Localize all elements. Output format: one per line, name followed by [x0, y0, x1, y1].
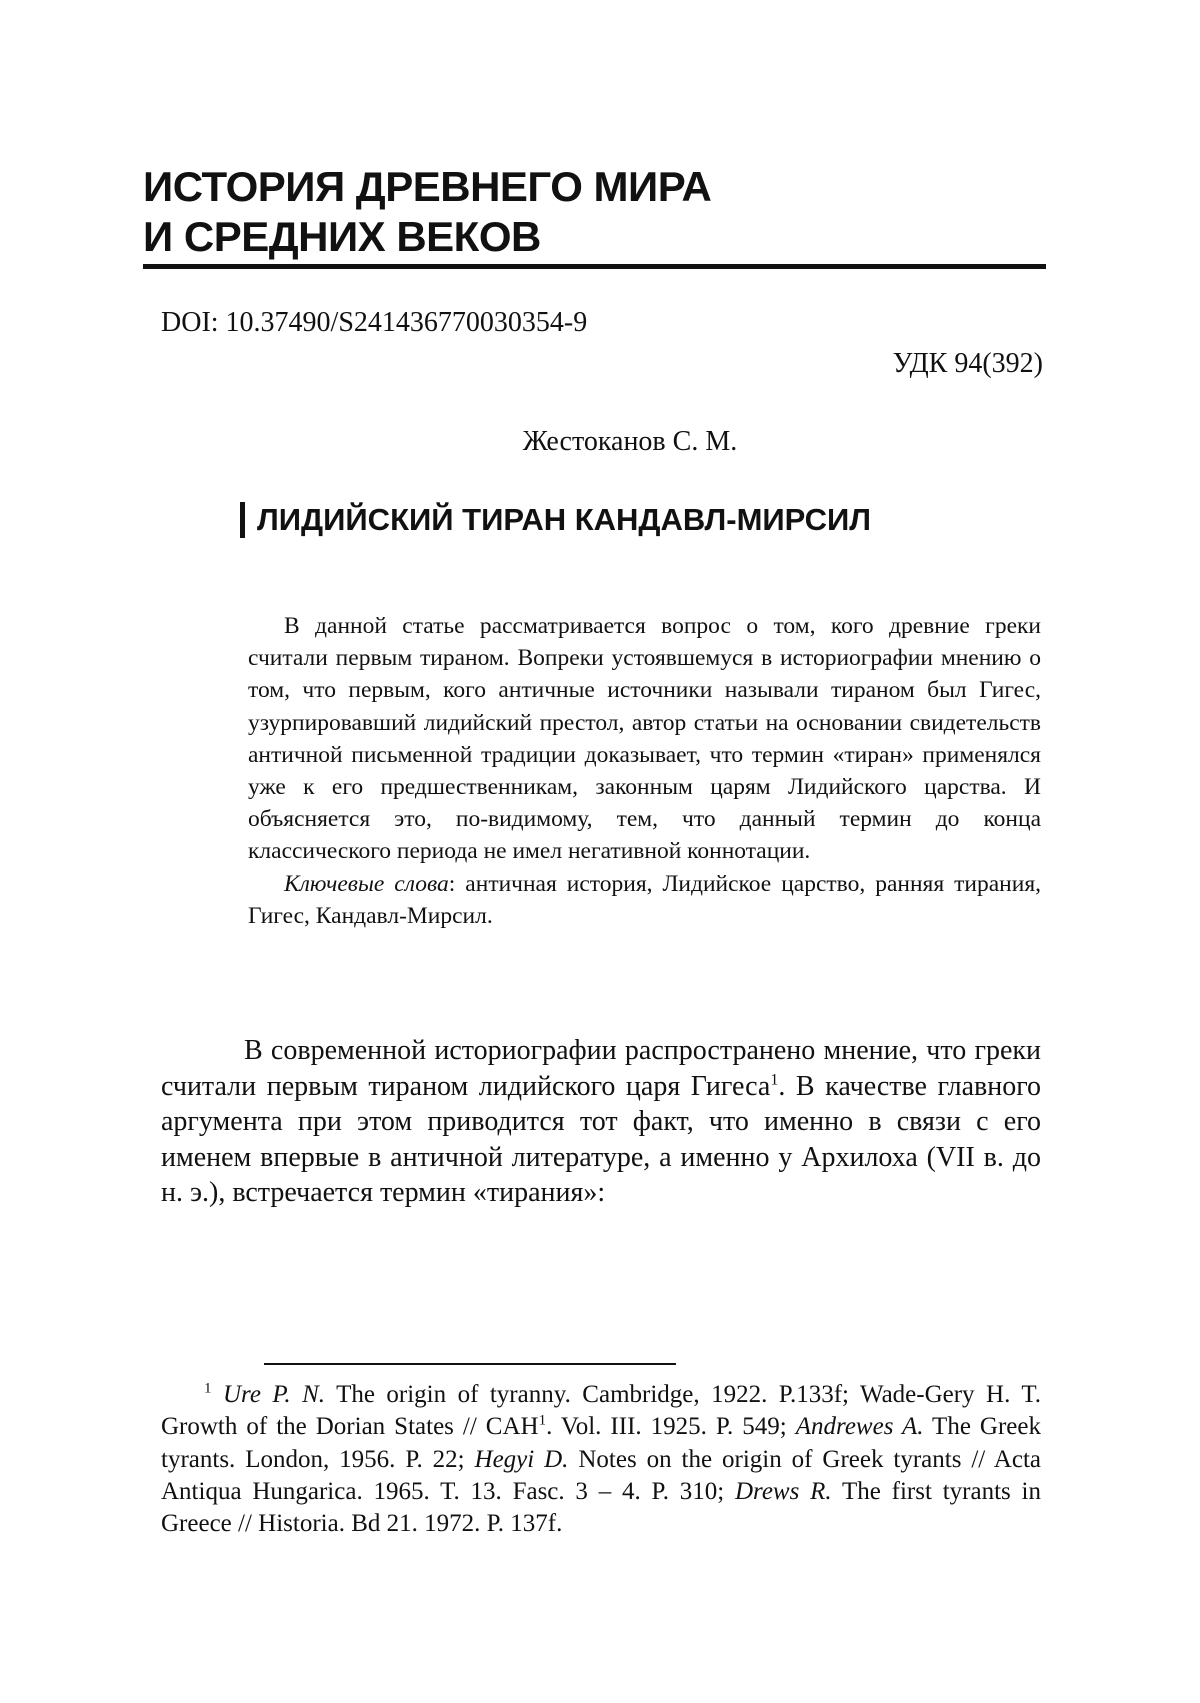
- section-heading-line-2: И СРЕДНИХ ВЕКОВ: [143, 213, 541, 260]
- article-title: [240, 500, 1040, 540]
- footnote-paragraph: [161, 1379, 1041, 1540]
- section-divider: [143, 264, 1046, 269]
- keywords-paragraph: [248, 868, 1041, 932]
- keywords-list: античная история, Лидийское царство, ранняя тирания, Гигес, Кандавл-Мирсил.: [248, 870, 1041, 929]
- body-text-part: . В качестве главного аргумента при этом приводится тот факт, что именно в связи с его именем впервые в античной литературе, а именно у Архилоха (VII в. до н. э.), встречается термин «тирания»:: [161, 1070, 1041, 1208]
- footnote-author: Drews R.: [734, 1477, 832, 1505]
- footnote-text: The first tyrants in Greece // Historia. Bd 21. 1972. P. 137f.: [161, 1477, 1041, 1538]
- body-text-part: В современной историографии распространено мнение, что греки считали первым тираном лидийского царя Гигеса: [161, 1035, 1041, 1102]
- keywords-label: Ключевые слова: [284, 870, 449, 897]
- section-heading-line-1: ИСТОРИЯ ДРЕВНЕГО МИРА: [143, 163, 712, 210]
- footnote-number: 1: [204, 1380, 212, 1397]
- footnote-text: The Greek tyrants. London, 1956. P. 22;: [161, 1413, 1041, 1473]
- footnote-text: Notes on the origin of Greek tyrants // Acta Antiqua Hungarica. 1965. T. 13. Fasc. 3 – 4. P. 310;: [161, 1445, 1041, 1505]
- doi-text: DOI: 10.37490/S241436770030354-9: [161, 307, 588, 338]
- udk-text: УДК 94(392): [892, 348, 1043, 379]
- article-title-text: ЛИДИЙСКИЙ ТИРАН КАНДАВЛ-МИРСИЛ: [257, 502, 872, 537]
- body-paragraph: [161, 1033, 1041, 1211]
- abstract-paragraph: В данной статье рассматривается вопрос о том, кого древние греки считали первым тираном. Вопреки устоявшемуся в историографии мнению о том, что первым, кого античные источники называли тираном был Гигес, узурпировавший лидийский престол, автор статьи на основании свидетельств античной письменной традиции доказывает, что термин «тиран» применялся уже к его предшественникам, законным царям Лидийского царства. И объясняется это, по-видимому, тем, что данный термин до конца классического периода не имел негативной коннотации.: [248, 613, 1041, 865]
- footnote-cah-superscript: 1: [538, 1412, 547, 1429]
- abstract: [248, 610, 1041, 932]
- footnote: [161, 1379, 1041, 1540]
- footnote-text: The origin of tyranny. Cambridge, 1922. P.133f; Wade-Gery H. T. Growth of the Dorian States // CAH: [161, 1381, 1041, 1441]
- footnote-text: . Vol. III. 1925. P. 549;: [546, 1413, 796, 1441]
- footnote-author: Hegyi D.: [474, 1445, 569, 1473]
- body-text: [161, 1033, 1041, 1211]
- section-heading: [143, 162, 1043, 262]
- author-name: Жестоканов С. М.: [522, 426, 738, 457]
- footnote-separator: [264, 1363, 676, 1365]
- keywords-colon: :: [448, 870, 456, 897]
- footnote-author: Ure P. N.: [222, 1381, 326, 1408]
- footnote-reference[interactable]: 1: [770, 1071, 779, 1089]
- title-marker-bar: [240, 502, 245, 538]
- footnote-author: Andrewes A.: [795, 1413, 924, 1441]
